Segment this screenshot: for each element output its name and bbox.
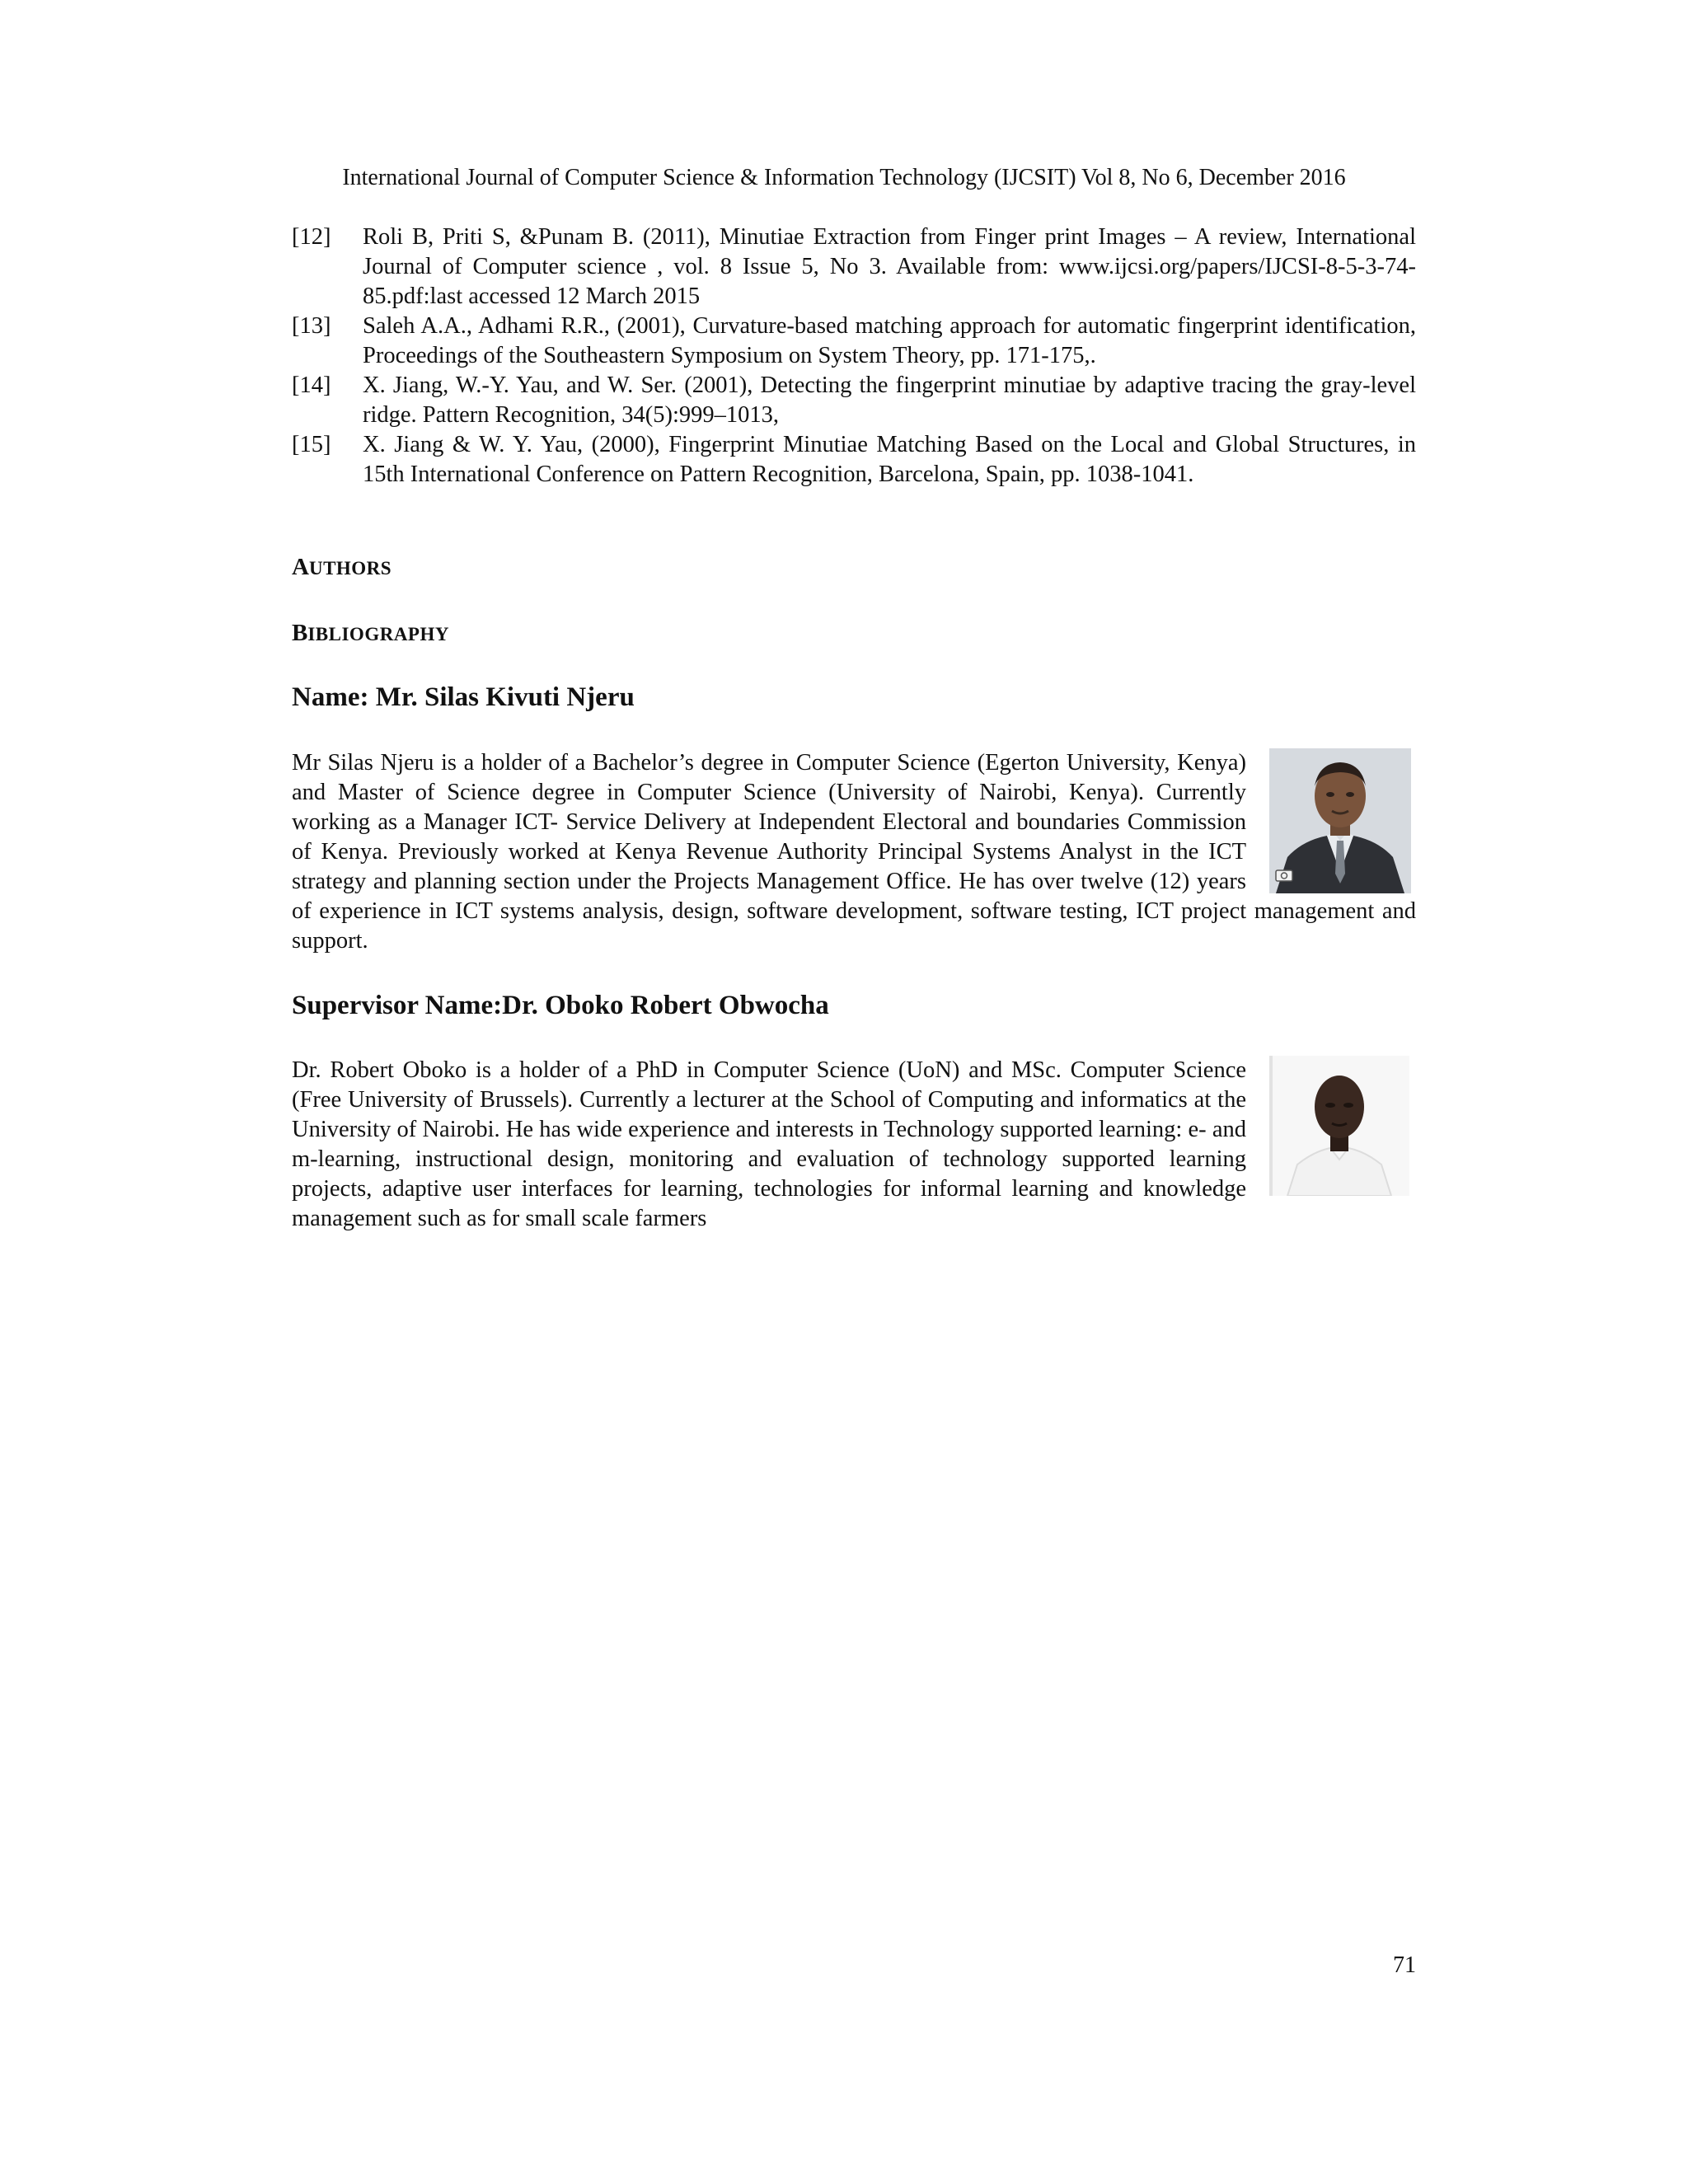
supervisor-photo	[1269, 1056, 1409, 1196]
supervisor-bio: Dr. Robert Oboko is a holder of a PhD in Computer Science (UoN) and MSc. Computer Science (Free University of Brussels). Currently a lecturer at the School of Computing and informatics at the University of Nairobi. He has wide experience and interests in Technology supported learning: e- and m-learning, instructional design, monitoring and evaluation of technology supported learning projects, adaptive user interfaces for learning, technologies for informal learning and knowledge management such as for small scale farmers	[292, 1057, 1246, 1231]
authors-heading-initial: A	[292, 554, 309, 580]
supervisor-name: Supervisor Name:Dr. Oboko Robert Obwocha	[292, 991, 829, 1020]
running-header: International Journal of Computer Science & Information Technology (IJCSIT) Vol 8, No 6, December 2016	[342, 165, 1346, 190]
reference-item	[292, 430, 1416, 490]
author-name: Name: Mr. Silas Kivuti Njeru	[292, 682, 635, 712]
reference-item	[292, 371, 1416, 430]
reference-text: X. Jiang, W.-Y. Yau, and W. Ser. (2001), Detecting the fingerprint minutiae by adaptive tracing the gray-level ridge. Pattern Recognition, 34(5):999–1013,	[363, 373, 1416, 428]
bibliography-heading	[292, 618, 449, 649]
reference-text: X. Jiang & W. Y. Yau, (2000), Fingerprint Minutiae Matching Based on the Local and Global Structures, in 15th International Conference on Pattern Recognition, Barcelona, Spain, pp. 1038-1041.	[363, 432, 1416, 487]
reference-list	[292, 223, 1416, 490]
reference-item	[292, 223, 1416, 312]
author-bio-block	[292, 748, 1416, 956]
author-photo	[1269, 748, 1411, 893]
author-bio: Mr Silas Njeru is a holder of a Bachelor’s degree in Computer Science (Egerton University, Kenya) and Master of Science degree in Computer Science (University of Nairobi, Kenya). Currently working as a Manager ICT- Service Delivery at Independent Electoral and boundaries Commission of Kenya. Previously worked at Kenya Revenue Authority Principal Systems Analyst in the ICT strategy and planning section under the Projects Management Office. He has over twelve (12) years of experience in ICT systems analysis, design, software development, software testing, ICT project management and support.	[292, 750, 1416, 954]
authors-heading-rest: UTHORS	[308, 558, 392, 579]
reference-text: Saleh A.A., Adhami R.R., (2001), Curvature-based matching approach for automatic fingerprint identification, Proceedings of the Southeastern Symposium on System Theory, pp. 171-175,.	[363, 313, 1416, 368]
reference-number: [12]	[292, 224, 331, 250]
page-content	[292, 223, 1416, 1231]
supervisor-bio-block	[292, 1056, 1416, 1234]
page-number: 71	[1393, 1952, 1416, 1978]
supervisor-portrait-icon	[1269, 1056, 1409, 1196]
reference-number: [14]	[292, 373, 331, 398]
reference-number: [13]	[292, 313, 331, 339]
bibliography-heading-rest: IBLIOGRAPHY	[307, 624, 449, 644]
reference-text: Roli B, Priti S, &Punam B. (2011), Minutiae Extraction from Finger print Images – A review, International Journal of Computer science , vol. 8 Issue 5, No 3. Available from: www.ijcsi.org/papers/IJCSI-8-5-3-74-85.pdf:last accessed 12 March 2015	[363, 224, 1416, 309]
author-portrait-icon	[1269, 748, 1411, 893]
reference-number: [15]	[292, 432, 331, 457]
authors-heading	[292, 552, 392, 583]
reference-item	[292, 312, 1416, 371]
bibliography-heading-initial: B	[292, 620, 308, 646]
